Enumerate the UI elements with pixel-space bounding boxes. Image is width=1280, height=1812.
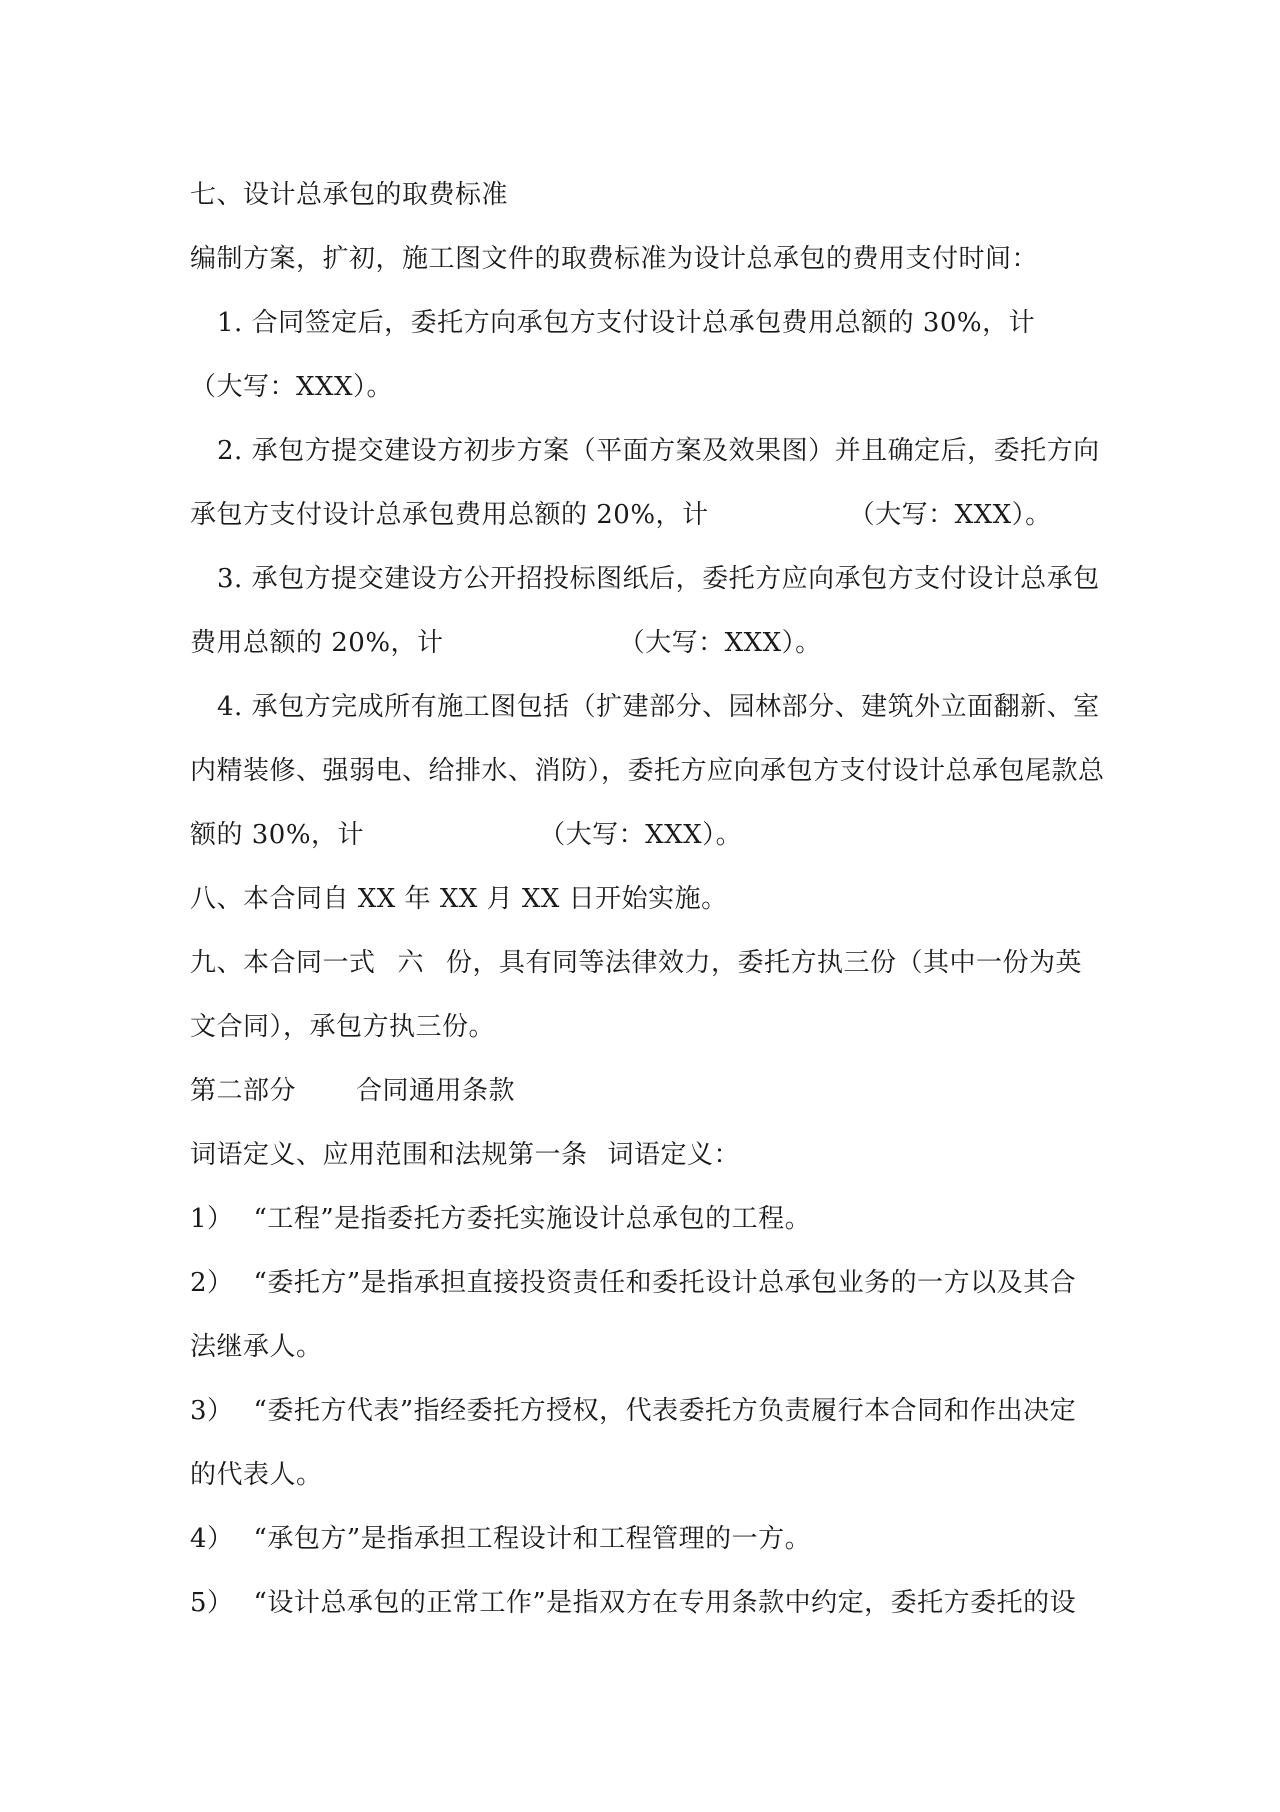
section-8: 八、本合同自 XX 年 XX 月 XX 日开始实施。 <box>190 884 728 914</box>
section-7-intro: 编制方案，扩初，施工图文件的取费标准为设计总承包的费用支付时间： <box>190 244 1039 274</box>
section-9-prefix: 九、本合同一式 <box>190 948 376 978</box>
item-2-amount-text: 承包方支付设计总承包费用总额的 20%，计 <box>190 500 709 530</box>
definition-5-text: “设计总承包的正常工作”是指双方在专用条款中约定，委托方委托的设 <box>253 1588 1077 1618</box>
part-2-title: 合同通用条款 <box>356 1076 516 1106</box>
section-9-copies: 六 <box>397 948 425 978</box>
item-4-amount-text: 额的 30%，计 <box>190 820 365 850</box>
definition-4-text: “承包方”是指承担工程设计和工程管理的一方。 <box>253 1524 812 1554</box>
definition-3-num: 3） <box>190 1396 234 1426</box>
item-2-line-1: 2. 承包方提交建设方初步方案（平面方案及效果图）并且确定后，委托方向 <box>217 436 1100 466</box>
section-9-line-1 <box>190 946 1082 980</box>
definitions-heading-b: 词语定义： <box>607 1140 741 1170</box>
definition-5-num: 5） <box>190 1588 234 1618</box>
item-4-capital-amount: （大写：XXX）。 <box>539 820 743 850</box>
item-3-line-2 <box>190 626 822 660</box>
item-1-line-1: 1. 合同签定后，委托方向承包方支付设计总承包费用总额的 30%，计 <box>217 308 1036 338</box>
item-2-capital-amount: （大写：XXX）。 <box>848 500 1052 530</box>
definition-2-cont: 法继承人。 <box>190 1332 323 1362</box>
definition-3-text: “委托方代表”指经委托方授权，代表委托方负责履行本合同和作出决定 <box>253 1396 1077 1426</box>
definition-1 <box>190 1202 811 1236</box>
definition-4 <box>190 1522 811 1556</box>
definition-1-text: “工程”是指委托方委托实施设计总承包的工程。 <box>253 1204 812 1234</box>
item-1-line-2: （大写：XXX）。 <box>190 372 394 402</box>
definition-1-num: 1） <box>190 1204 234 1234</box>
item-3-capital-amount: （大写：XXX）。 <box>618 628 822 658</box>
definitions-heading-a: 词语定义、应用范围和法规第一条 <box>190 1140 588 1170</box>
definition-5 <box>190 1586 1076 1620</box>
definition-2-num: 2） <box>190 1268 234 1298</box>
definition-4-num: 4） <box>190 1524 234 1554</box>
section-9-suffix: 份，具有同等法律效力，委托方执三份（其中一份为英 <box>446 948 1083 978</box>
part-2-heading <box>190 1074 515 1108</box>
item-3-line-1: 3. 承包方提交建设方公开招投标图纸后，委托方应向承包方支付设计总承包 <box>217 564 1100 594</box>
definition-2-text: “委托方”是指承担直接投资责任和委托设计总承包业务的一方以及其合 <box>253 1268 1077 1298</box>
item-4-line-3 <box>190 818 742 852</box>
definitions-heading <box>190 1138 740 1172</box>
item-4-line-2: 内精装修、强弱电、给排水、消防），委托方应向承包方支付设计总承包尾款总 <box>190 756 1105 786</box>
definition-2 <box>190 1266 1076 1300</box>
item-4-line-1: 4. 承包方完成所有施工图包括（扩建部分、园林部分、建筑外立面翻新、室 <box>217 692 1100 722</box>
item-2-line-2 <box>190 498 1052 532</box>
part-2-label: 第二部分 <box>190 1076 297 1106</box>
item-3-amount-text: 费用总额的 20%，计 <box>190 628 444 658</box>
section-7-heading: 七、设计总承包的取费标准 <box>190 180 509 210</box>
definition-3 <box>190 1394 1076 1428</box>
section-9-line-2: 文合同），承包方执三份。 <box>190 1012 496 1042</box>
definition-3-cont: 的代表人。 <box>190 1460 323 1490</box>
